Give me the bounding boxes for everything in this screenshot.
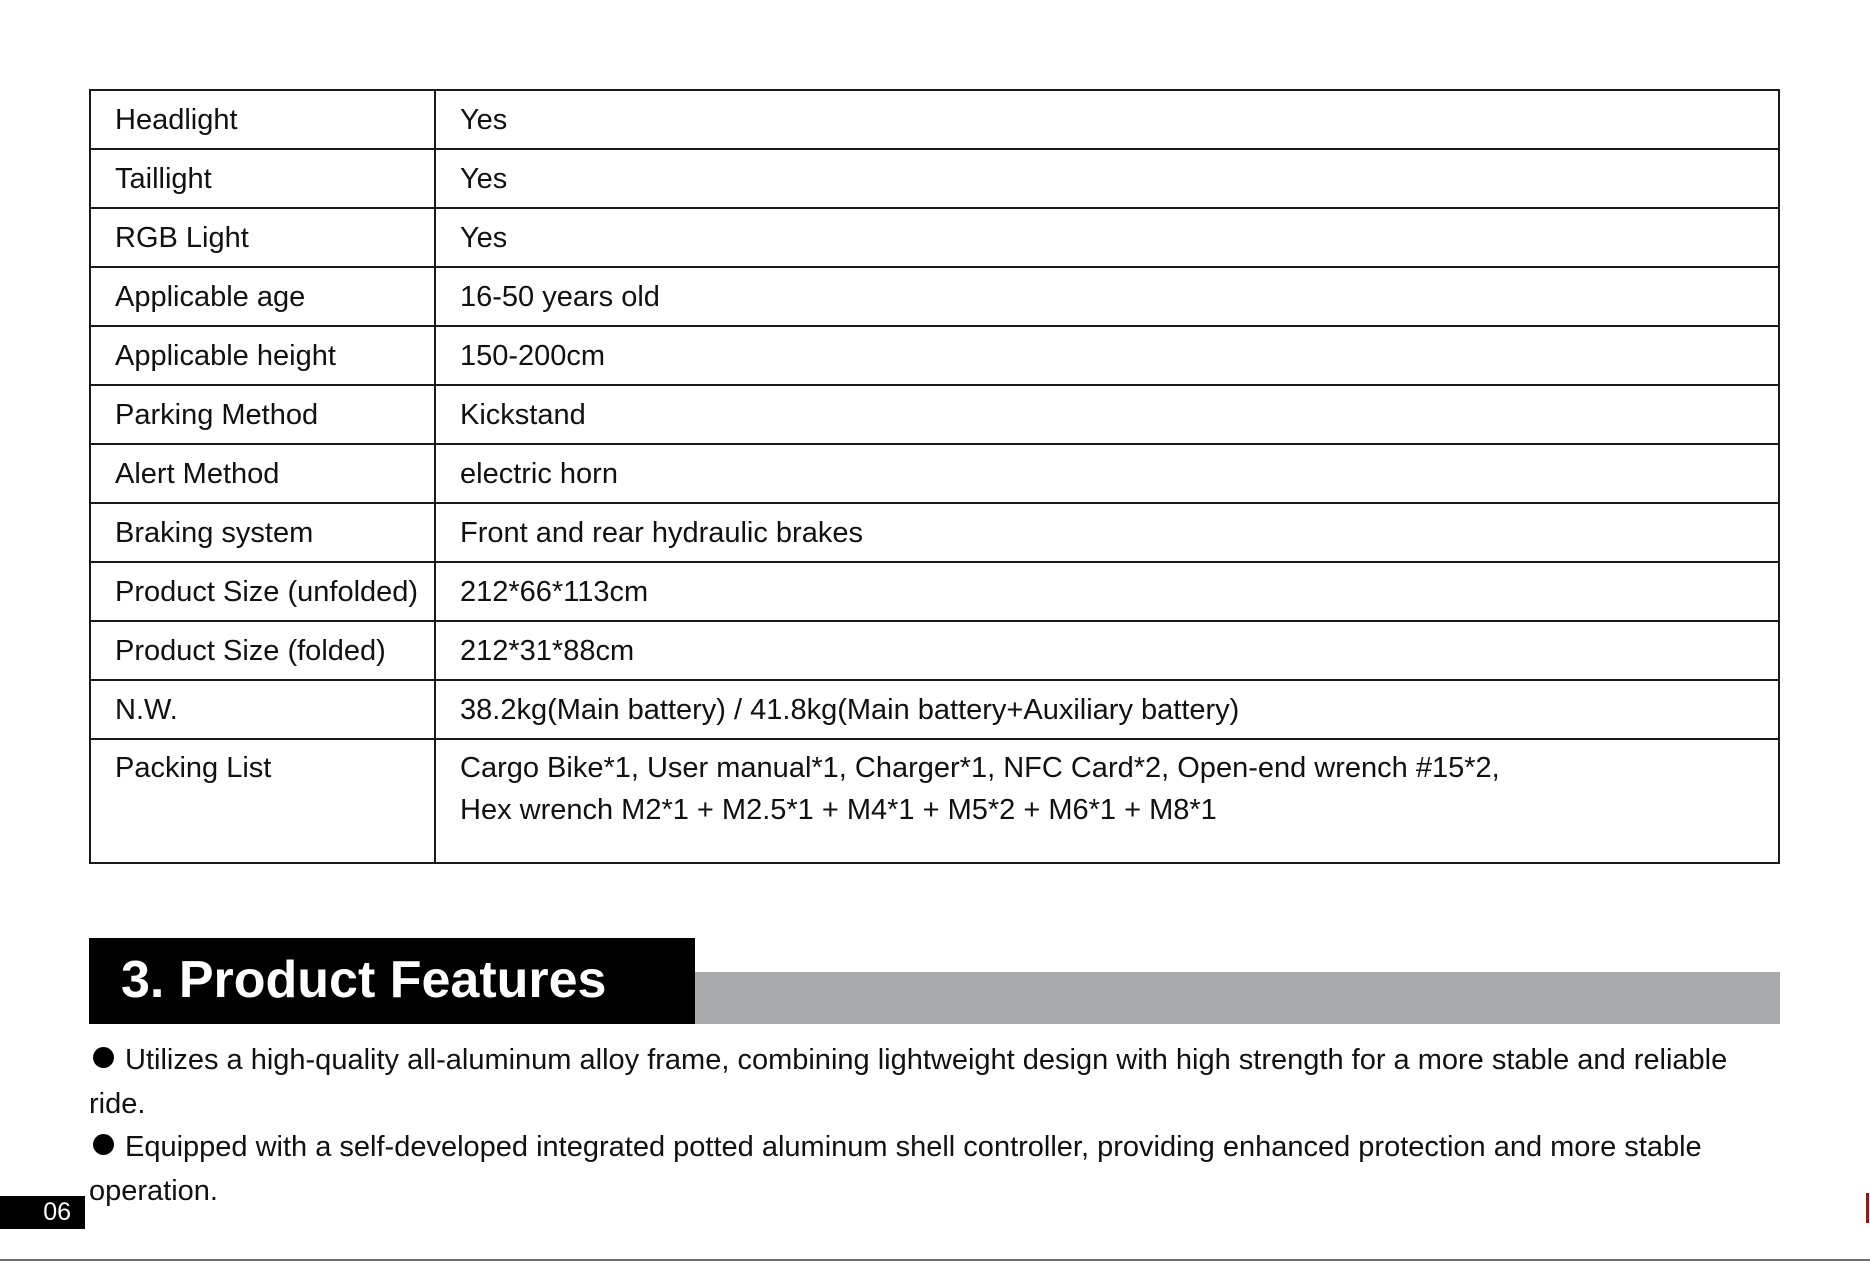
table-row xyxy=(90,739,1779,863)
list-item xyxy=(89,1039,1789,1126)
table-row xyxy=(90,503,1779,562)
list-item xyxy=(89,1126,1789,1213)
spec-label-parking-method: Parking Method xyxy=(90,385,435,444)
spec-value-parking-method: Kickstand xyxy=(435,385,1779,444)
spec-value-product-size-unfolded: 212*66*113cm xyxy=(435,562,1779,621)
spec-value-braking-system: Front and rear hydraulic brakes xyxy=(435,503,1779,562)
spec-label-packing-list: Packing List xyxy=(90,739,435,863)
table-row xyxy=(90,444,1779,503)
section-header xyxy=(89,938,1780,1024)
packing-list-line: Hex wrench M2*1 + M2.5*1 + M4*1 + M5*2 + M6*1 + M8*1 xyxy=(460,794,1217,826)
footer-divider xyxy=(0,1259,1870,1261)
table-row xyxy=(90,90,1779,149)
spec-label-applicable-height: Applicable height xyxy=(90,326,435,385)
spec-label-rgb-light: RGB Light xyxy=(90,208,435,267)
table-row xyxy=(90,326,1779,385)
feature-list xyxy=(89,1039,1789,1213)
spec-label-headlight: Headlight xyxy=(90,90,435,149)
table-row xyxy=(90,562,1779,621)
spec-value-applicable-height: 150-200cm xyxy=(435,326,1779,385)
spec-value-net-weight: 38.2kg(Main battery) / 41.8kg(Main battery+Auxiliary battery) xyxy=(435,680,1779,739)
spec-value-rgb-light: Yes xyxy=(435,208,1779,267)
spec-label-net-weight: N.W. xyxy=(90,680,435,739)
section-title: 3. Product Features xyxy=(121,951,607,1009)
bullet-icon xyxy=(93,1134,114,1155)
packing-list-line: Cargo Bike*1, User manual*1, Charger*1, NFC Card*2, Open-end wrench #15*2, xyxy=(460,752,1500,784)
spec-label-alert-method: Alert Method xyxy=(90,444,435,503)
spec-value-taillight: Yes xyxy=(435,149,1779,208)
feature-text: Equipped with a self-developed integrated potted aluminum shell controller, providing enhanced protection and more stable operation. xyxy=(89,1131,1702,1207)
spec-value-alert-method: electric horn xyxy=(435,444,1779,503)
spec-label-taillight: Taillight xyxy=(90,149,435,208)
specifications-table xyxy=(89,89,1780,864)
section-title-box xyxy=(89,938,695,1024)
spec-label-applicable-age: Applicable age xyxy=(90,267,435,326)
spec-label-product-size-folded: Product Size (folded) xyxy=(90,621,435,680)
table-row xyxy=(90,385,1779,444)
spec-value-product-size-folded: 212*31*88cm xyxy=(435,621,1779,680)
table-row xyxy=(90,267,1779,326)
section-accent-bar xyxy=(695,972,1780,1024)
spec-value-headlight: Yes xyxy=(435,90,1779,149)
bullet-icon xyxy=(93,1047,114,1068)
spec-value-applicable-age: 16-50 years old xyxy=(435,267,1779,326)
feature-text: Utilizes a high-quality all-aluminum alloy frame, combining lightweight design with high strength for a more stable and reliable ride. xyxy=(89,1044,1728,1120)
table-row xyxy=(90,680,1779,739)
spec-label-braking-system: Braking system xyxy=(90,503,435,562)
page-number: 06 xyxy=(0,1196,85,1229)
spec-value-packing-list xyxy=(435,739,1779,863)
table-row xyxy=(90,208,1779,267)
spec-label-product-size-unfolded: Product Size (unfolded) xyxy=(90,562,435,621)
table-row xyxy=(90,149,1779,208)
edge-mark xyxy=(1866,1193,1869,1223)
table-row xyxy=(90,621,1779,680)
